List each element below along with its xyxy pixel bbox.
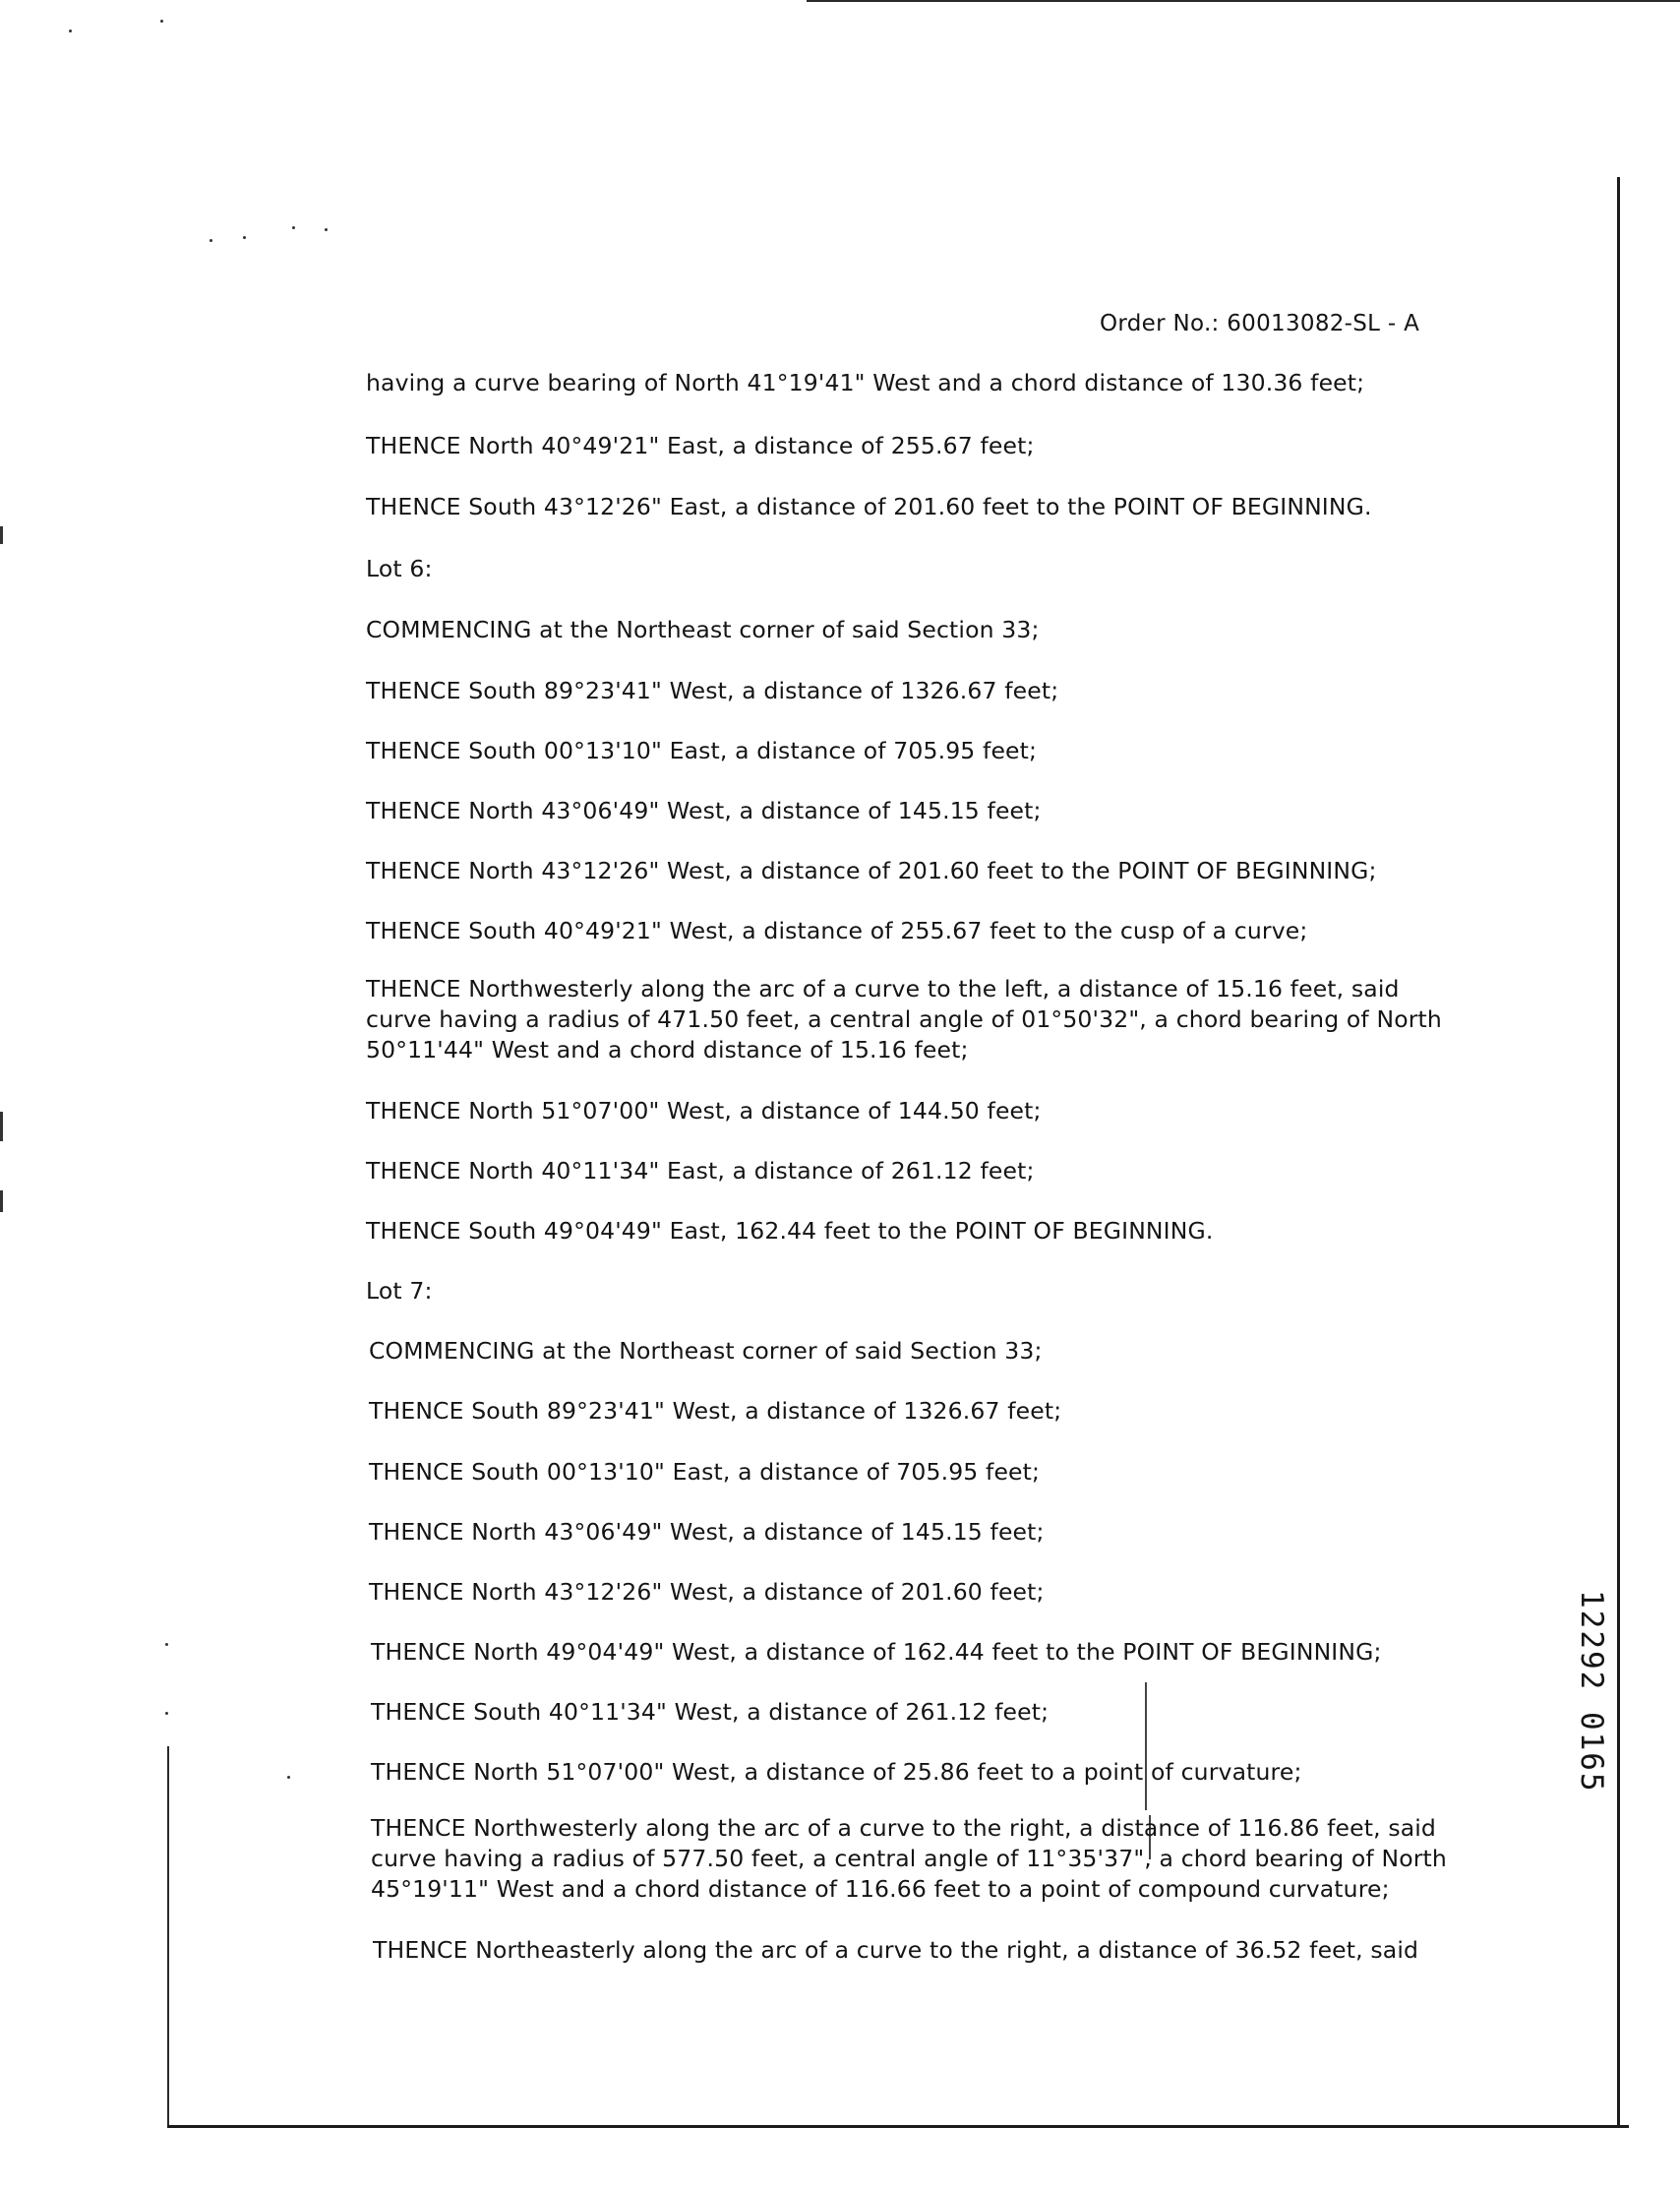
text-line: THENCE North 43°06'49" West, a distance of 145.15 feet; [366, 797, 1042, 824]
scan-speck [165, 1712, 168, 1715]
order-number: Order No.: 60013082-SL - A [1100, 311, 1420, 336]
text-line: THENCE South 40°49'21" West, a distance of 255.67 feet to the cusp of a curve; [366, 917, 1308, 944]
scan-speck [160, 20, 163, 23]
pen-mark [1145, 1682, 1147, 1810]
text-line: THENCE Northwesterly along the arc of a curve to the left, a distance of 15.16 feet, said [366, 975, 1400, 1003]
text-line: THENCE Northeasterly along the arc of a curve to the right, a distance of 36.52 feet, said [373, 1936, 1419, 1964]
text-line: curve having a radius of 471.50 feet, a central angle of 01°50'32", a chord bearing of North [366, 1005, 1442, 1033]
text-line: THENCE South 49°04'49" East, 162.44 feet to the POINT OF BEGINNING. [366, 1217, 1214, 1245]
lot-heading: Lot 7: [366, 1277, 433, 1305]
scan-border-top [807, 0, 1680, 2]
text-line: THENCE North 40°49'21" East, a distance of 255.67 feet; [366, 432, 1035, 459]
scan-border-right [1617, 177, 1620, 2125]
text-line: THENCE North 40°11'34" East, a distance of 261.12 feet; [366, 1157, 1035, 1185]
text-line: THENCE South 89°23'41" West, a distance of 1326.67 feet; [366, 677, 1059, 704]
lot-heading: Lot 6: [366, 555, 433, 582]
text-line: 50°11'44" West and a chord distance of 15.16 feet; [366, 1036, 969, 1064]
scan-border-bottom [167, 2125, 1629, 2128]
text-line: COMMENCING at the Northeast corner of said Section 33; [369, 1337, 1043, 1365]
scan-speck [287, 1776, 290, 1779]
text-line: THENCE North 43°12'26" West, a distance of 201.60 feet; [369, 1578, 1045, 1606]
text-line: THENCE Northwesterly along the arc of a curve to the right, a distance of 116.86 feet, said [371, 1814, 1437, 1842]
text-line: having a curve bearing of North 41°19'41" West and a chord distance of 130.36 feet; [366, 369, 1365, 396]
scan-speck [243, 236, 246, 239]
text-line: THENCE North 43°12'26" West, a distance of 201.60 feet to the POINT OF BEGINNING; [366, 857, 1377, 884]
text-line: COMMENCING at the Northeast corner of said Section 33; [366, 616, 1040, 643]
scan-edge-mark [0, 526, 3, 544]
text-line: THENCE North 49°04'49" West, a distance of 162.44 feet to the POINT OF BEGINNING; [371, 1638, 1382, 1666]
scan-speck [292, 226, 295, 229]
text-line: 45°19'11" West and a chord distance of 116.66 feet to a point of compound curvature; [371, 1875, 1390, 1903]
scan-edge-mark [0, 1190, 3, 1212]
text-line: curve having a radius of 577.50 feet, a central angle of 11°35'37", a chord bearing of North [371, 1845, 1447, 1872]
text-line: THENCE South 00°13'10" East, a distance of 705.95 feet; [369, 1458, 1041, 1486]
text-line: THENCE North 51°07'00" West, a distance of 144.50 feet; [366, 1097, 1042, 1124]
scan-speck [165, 1643, 168, 1646]
text-line: THENCE South 43°12'26" East, a distance of 201.60 feet to the POINT OF BEGINNING. [366, 493, 1372, 520]
text-line: THENCE South 40°11'34" West, a distance of 261.12 feet; [371, 1698, 1050, 1726]
text-line: THENCE South 89°23'41" West, a distance of 1326.67 feet; [369, 1397, 1062, 1425]
scan-speck [69, 30, 72, 32]
text-line: THENCE North 51°07'00" West, a distance of 25.86 feet to a point of curvature; [371, 1758, 1302, 1786]
scan-speck [325, 228, 328, 231]
scan-speck [210, 239, 212, 242]
text-line: THENCE South 00°13'10" East, a distance of 705.95 feet; [366, 737, 1038, 764]
text-line: THENCE North 43°06'49" West, a distance of 145.15 feet; [369, 1518, 1045, 1546]
recording-number: 12292 0165 [1574, 1586, 1609, 1797]
scan-border-left [167, 1746, 169, 2125]
scan-edge-mark [0, 1112, 3, 1141]
